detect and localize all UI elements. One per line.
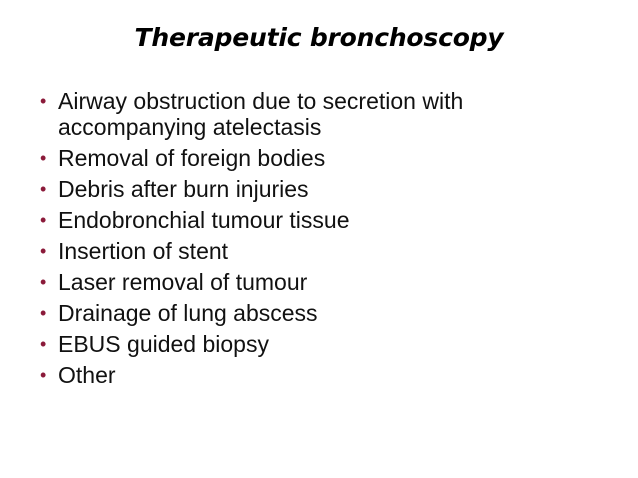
list-item [40,88,600,140]
bullet-icon: • [40,148,47,168]
bullet-text: Removal of foreign bodies [58,145,326,171]
bullet-text: Other [58,362,116,388]
bullet-text: EBUS guided biopsy [58,331,269,357]
bullet-icon: • [40,91,47,111]
list-item [40,238,600,264]
list-item [40,331,600,357]
bullet-icon: • [40,241,47,261]
bullet-icon: • [40,272,47,292]
list-item [40,362,600,388]
bullet-icon: • [40,179,47,199]
bullet-icon: • [40,334,47,354]
bullet-text: Endobronchial tumour tissue [58,207,350,233]
bullet-list [40,88,600,393]
bullet-text: Drainage of lung abscess [58,300,318,326]
bullet-text: Airway obstruction due to secretion with accompanying atelectasis [58,88,464,140]
slide-title: Therapeutic bronchoscopy [134,23,504,52]
list-item [40,300,600,326]
list-item [40,176,600,202]
bullet-text: Laser removal of tumour [58,269,308,295]
bullet-icon: • [40,210,47,230]
bullet-text: Insertion of stent [58,238,229,264]
bullet-text: Debris after burn injuries [58,176,309,202]
bullet-icon: • [40,303,47,323]
list-item [40,207,600,233]
bullet-icon: • [40,365,47,385]
list-item [40,269,600,295]
list-item [40,145,600,171]
